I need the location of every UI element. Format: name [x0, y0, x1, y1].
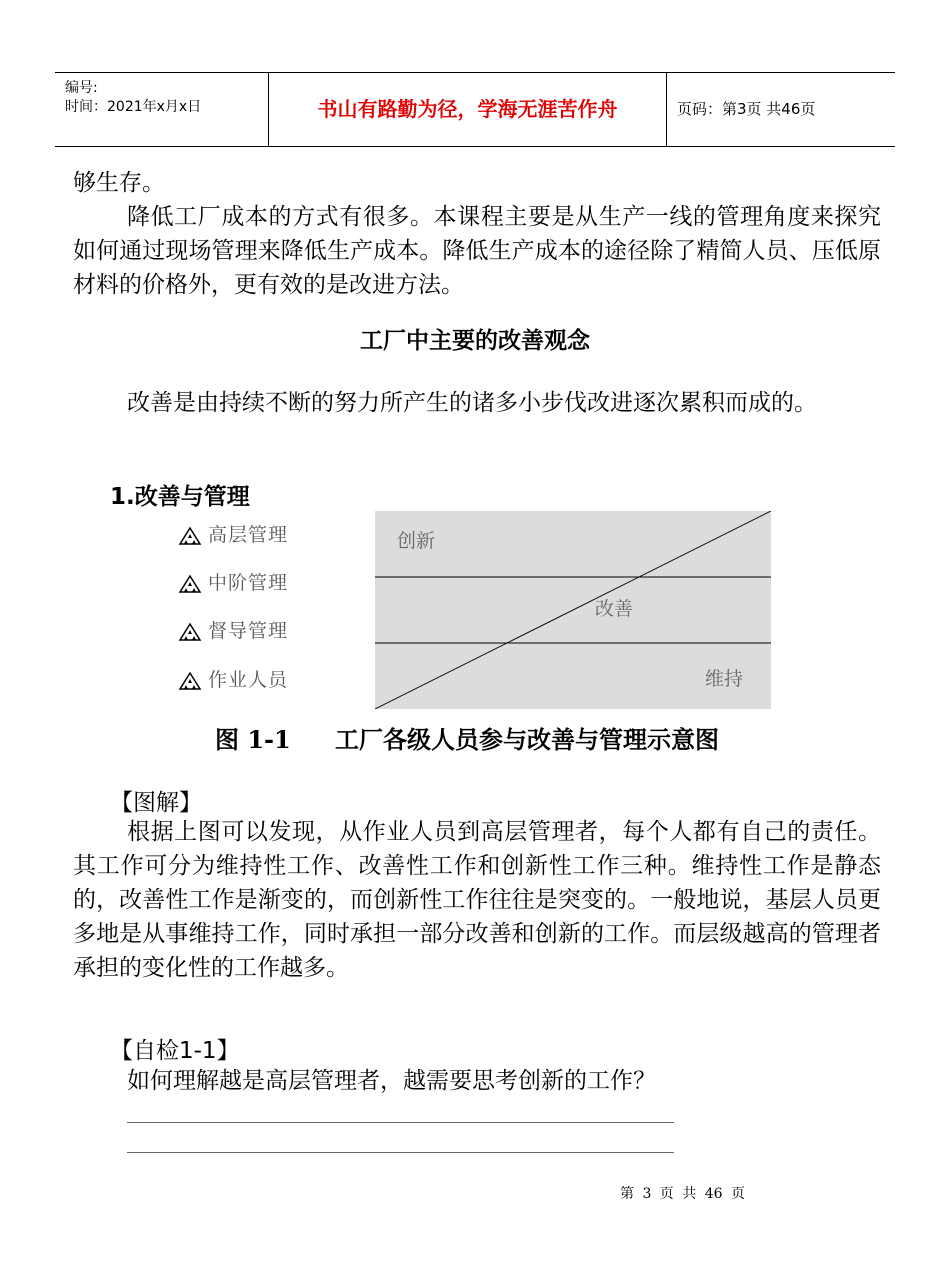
self-check-question: 如何理解越是高层管理者，越需要思考创新的工作？	[127, 1068, 656, 1094]
figure-caption-text: 工厂各级人员参与改善与管理示意图	[335, 725, 719, 754]
level-label-middle: 中阶管理	[208, 572, 289, 594]
level-label-supervisor: 督导管理	[208, 620, 289, 642]
triangle-bullet-icon	[178, 622, 202, 642]
zone-label-innovation: 创新	[397, 530, 436, 552]
page-header	[55, 72, 895, 147]
level-label-top: 高层管理	[208, 524, 289, 546]
answer-line	[127, 1152, 674, 1153]
paragraph-continued: 够生存。	[73, 170, 165, 196]
header-motto: 书山有路勤为径，学海无涯苦作舟	[268, 73, 667, 146]
header-left-cell	[55, 73, 267, 146]
header-number-label: 编号:	[65, 80, 98, 96]
level-item	[178, 616, 288, 643]
section-title: 工厂中主要的改善观念	[360, 328, 590, 354]
paragraph-cost-reduction: 降低工厂成本的方式有很多。本课程主要是从生产一线的管理角度来探究如何通过现场管理来降低生产成本。降低生产成本的途径除了精简人员、压低原材料的价格外，更有效的是改进方法。	[73, 204, 881, 298]
triangle-bullet-icon	[178, 574, 202, 594]
figure-caption	[215, 720, 719, 755]
triangle-bullet-icon	[178, 671, 202, 691]
paragraph-improvement-definition: 改善是由持续不断的努力所产生的诸多小步伐改进逐次累积而成的。	[127, 390, 817, 416]
improvement-diagram	[375, 511, 771, 709]
subsection-title: 1.改善与管理	[110, 484, 250, 510]
triangle-bullet-icon	[178, 526, 202, 546]
figure-caption-number: 图 1-1	[215, 725, 291, 754]
level-item	[178, 665, 288, 692]
explanation-heading: 【图解】	[110, 790, 202, 816]
level-label-worker: 作业人员	[208, 669, 289, 691]
level-item	[178, 568, 288, 595]
zone-label-maintenance: 维持	[705, 668, 744, 690]
level-item	[178, 520, 288, 547]
header-time-label: 时间：2021年x月x日	[65, 99, 202, 115]
explanation-text: 根据上图可以发现，从作业人员到高层管理者，每个人都有自己的责任。其工作可分为维持性工作、改善性工作和创新性工作三种。维持性工作是静态的，改善性工作是渐变的，而创新性工作往往是突变的。一般地说，基层人员更多地是从事维持工作，同时承担一部分改善和创新的工作。而层级越高的管理者承担的变化性的工作越多。	[73, 819, 881, 981]
answer-line	[127, 1122, 674, 1123]
header-page-info: 页码：第3页 共46页	[677, 100, 816, 118]
self-check-heading: 【自检1-1】	[110, 1038, 240, 1064]
page-footer: 第 3 页 共 46 页	[620, 1186, 745, 1202]
zone-label-improvement: 改善	[595, 598, 634, 620]
